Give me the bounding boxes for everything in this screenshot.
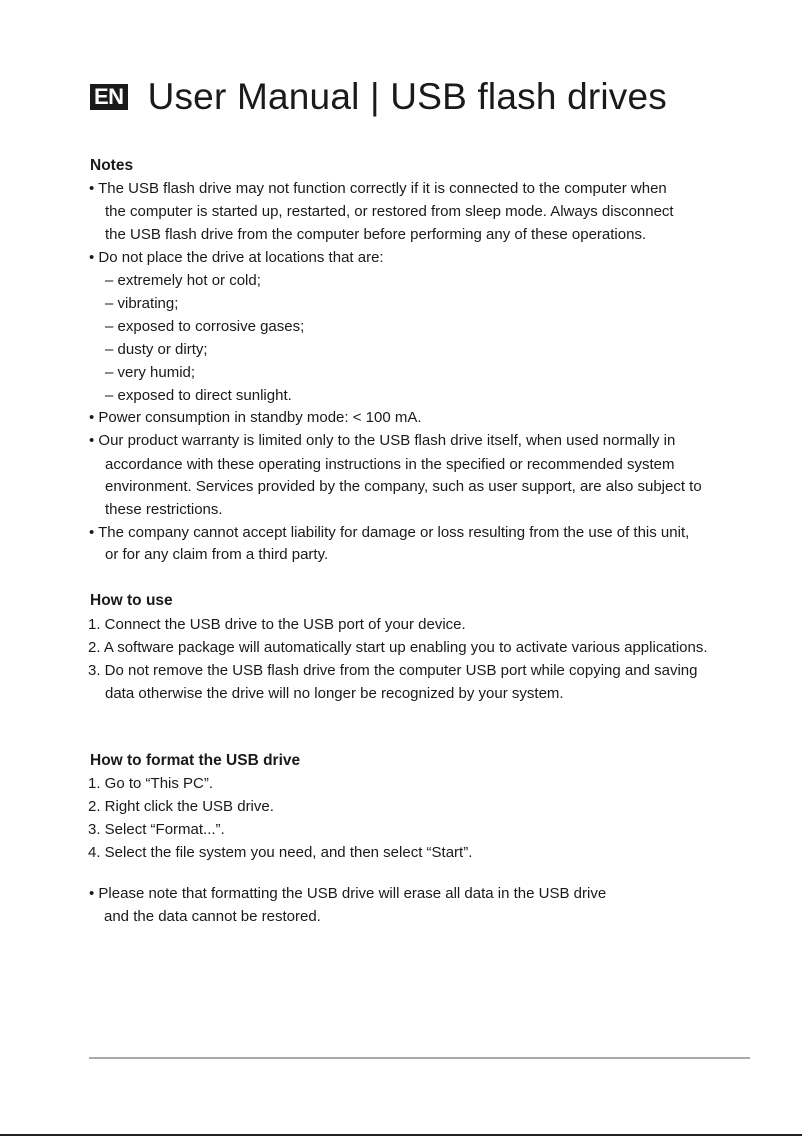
how-to-use-line: 2. A software package will automatically start up enabling you to activate various applications.: [88, 639, 708, 656]
notes-line: • The USB flash drive may not function correctly if it is connected to the computer when: [89, 180, 667, 197]
how-to-format-line: and the data cannot be restored.: [104, 908, 321, 925]
how-to-use-line: 3. Do not remove the USB flash drive from the computer USB port while copying and saving: [88, 662, 698, 679]
notes-line: • The company cannot accept liability for damage or loss resulting from the use of this unit,: [89, 524, 690, 541]
notes-line: – exposed to corrosive gases;: [105, 318, 305, 335]
how-to-format-line: 3. Select “Format...”.: [88, 821, 225, 838]
notes-line: – dusty or dirty;: [105, 341, 208, 358]
how-to-use-heading: How to use: [90, 592, 173, 609]
language-badge: EN: [90, 84, 128, 110]
how-to-format-line: 2. Right click the USB drive.: [88, 798, 274, 815]
how-to-format-line: • Please note that formatting the USB drive will erase all data in the USB drive: [89, 885, 607, 902]
notes-line: – very humid;: [105, 364, 196, 381]
how-to-format-heading: How to format the USB drive: [90, 752, 301, 769]
notes-line: or for any claim from a third party.: [105, 546, 329, 563]
title-text: User Manual | USB flash drives: [147, 76, 667, 117]
notes-line: the USB flash drive from the computer before performing any of these operations.: [105, 226, 647, 243]
notes-line: • Our product warranty is limited only to the USB flash drive itself, when used normally in: [89, 432, 676, 449]
how-to-use-line: 1. Connect the USB drive to the USB port of your device.: [88, 616, 466, 633]
notes-line: – exposed to direct sunlight.: [105, 387, 292, 404]
notes-line: • Power consumption in standby mode: < 100 mA.: [89, 409, 422, 426]
notes-line: accordance with these operating instructions in the specified or recommended system: [105, 456, 675, 473]
how-to-format-line: 1. Go to “This PC”.: [88, 775, 214, 792]
notes-line: environment. Services provided by the company, such as user support, are also subject to: [105, 478, 702, 495]
how-to-use-line: data otherwise the drive will no longer be recognized by your system.: [105, 685, 564, 702]
notes-line: • Do not place the drive at locations that are:: [89, 249, 384, 266]
footer-divider: [89, 1057, 750, 1059]
how-to-format-line: 4. Select the file system you need, and then select “Start”.: [88, 844, 473, 861]
notes-line: these restrictions.: [105, 501, 223, 518]
notes-heading: Notes: [90, 157, 134, 174]
page-title: [90, 74, 667, 120]
notes-line: the computer is started up, restarted, or restored from sleep mode. Always disconnect: [105, 203, 674, 220]
notes-line: – extremely hot or cold;: [105, 272, 261, 289]
notes-line: – vibrating;: [105, 295, 179, 312]
